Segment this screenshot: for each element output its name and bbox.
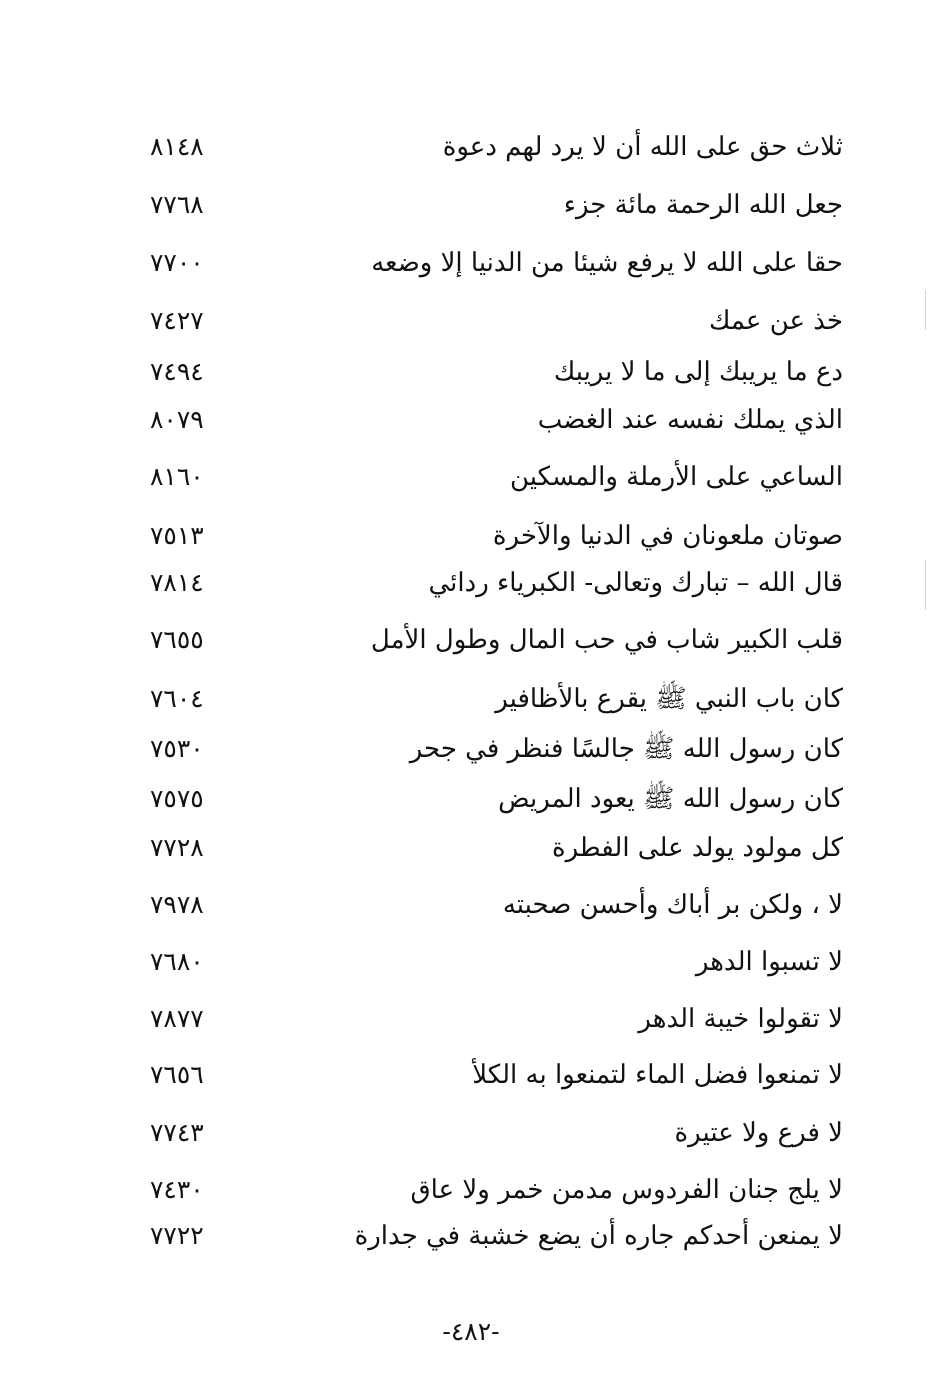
index-entry bbox=[0, 350, 943, 394]
entry-number: ٧٩٧٨ bbox=[150, 890, 204, 919]
entry-text: الساعي على الأرملة والمسكين bbox=[509, 462, 843, 492]
entry-number: ٧٤٢٧ bbox=[150, 306, 204, 335]
entry-text: جعل الله الرحمة مائة جزء bbox=[563, 190, 843, 220]
index-entry bbox=[0, 883, 943, 927]
index-entry bbox=[0, 1053, 943, 1097]
entry-text: كل مولود يولد على الفطرة bbox=[551, 833, 843, 863]
entry-text: لا يمنعن أحدكم جاره أن يضع خشبة في جدارة bbox=[354, 1221, 843, 1251]
entry-text: لا تمنعوا فضل الماء لتمنعوا به الكلأ bbox=[472, 1060, 843, 1090]
entry-number: ٧٥٧٥ bbox=[150, 784, 204, 813]
index-entry bbox=[0, 677, 943, 721]
entry-number: ٧٥١٣ bbox=[150, 521, 204, 550]
entry-number: ٧٥٣٠ bbox=[150, 734, 204, 763]
entry-number: ٧٤٩٤ bbox=[150, 357, 204, 386]
entry-number: ٧٧٠٠ bbox=[150, 248, 204, 277]
index-entry bbox=[0, 1111, 943, 1155]
entry-text: كان باب النبي ﷺ يقرع بالأظافير bbox=[495, 684, 843, 714]
entry-text: لا تقولوا خيبة الدهر bbox=[638, 1004, 843, 1034]
index-entry bbox=[0, 183, 943, 227]
entry-text: ثلاث حق على الله أن لا يرد لهم دعوة bbox=[442, 132, 843, 162]
entry-number: ٨٠٧٩ bbox=[150, 405, 204, 434]
entry-number: ٧٦٠٤ bbox=[150, 684, 204, 713]
entry-text: قال الله – تبارك وتعالى- الكبرياء ردائي bbox=[428, 568, 843, 598]
index-entry bbox=[0, 125, 943, 169]
entry-text: قلب الكبير شاب في حب المال وطول الأمل bbox=[370, 625, 843, 655]
entry-text: خذ عن عمك bbox=[708, 306, 843, 336]
entry-number: ٧٨١٤ bbox=[150, 568, 204, 597]
index-entry bbox=[0, 940, 943, 984]
entry-number: ٧٤٣٠ bbox=[150, 1175, 204, 1204]
entry-text: كان رسول الله ﷺ جالسًا فنظر في جحر bbox=[409, 734, 843, 764]
index-entry bbox=[0, 1168, 943, 1212]
entry-text: الذي يملك نفسه عند الغضب bbox=[537, 405, 843, 435]
entry-text: لا تسبوا الدهر bbox=[695, 947, 843, 977]
index-entry bbox=[0, 514, 943, 558]
entry-text: حقا على الله لا يرفع شيئا من الدنيا إلا وضعه bbox=[371, 248, 843, 278]
entry-number: ٧٨٧٧ bbox=[150, 1004, 204, 1033]
entry-text: لا يلج جنان الفردوس مدمن خمر ولا عاق bbox=[410, 1175, 843, 1205]
entry-number: ٧٦٥٦ bbox=[150, 1060, 204, 1089]
entry-number: ٨١٤٨ bbox=[150, 132, 204, 161]
entry-number: ٧٦٨٠ bbox=[150, 947, 204, 976]
index-entry bbox=[0, 398, 943, 442]
entry-number: ٧٦٥٥ bbox=[150, 625, 204, 654]
entry-number: ٨١٦٠ bbox=[150, 462, 204, 491]
page-number: -٤٨٢- bbox=[442, 1317, 500, 1346]
entry-text: كان رسول الله ﷺ يعود المريض bbox=[498, 784, 843, 814]
entry-number: ٧٧٢٨ bbox=[150, 833, 204, 862]
index-entry bbox=[0, 241, 943, 285]
entry-text: لا ، ولكن بر أباك وأحسن صحبته bbox=[502, 890, 843, 920]
index-entry bbox=[0, 1214, 943, 1258]
entry-text: صوتان ملعونان في الدنيا والآخرة bbox=[492, 521, 843, 551]
entry-number: ٧٧٤٣ bbox=[150, 1118, 204, 1147]
index-entry bbox=[0, 727, 943, 771]
entry-text: لا فرع ولا عتيرة bbox=[674, 1118, 843, 1148]
index-entry bbox=[0, 997, 943, 1041]
index-entry bbox=[0, 777, 943, 821]
index-entry bbox=[0, 299, 943, 343]
entry-number: ٧٧٢٢ bbox=[150, 1221, 204, 1250]
entry-number: ٧٧٦٨ bbox=[150, 190, 204, 219]
index-entry bbox=[0, 618, 943, 662]
index-entry bbox=[0, 561, 943, 605]
entry-text: دع ما يريبك إلى ما لا يريبك bbox=[553, 357, 843, 387]
index-entry bbox=[0, 455, 943, 499]
index-entry bbox=[0, 826, 943, 870]
